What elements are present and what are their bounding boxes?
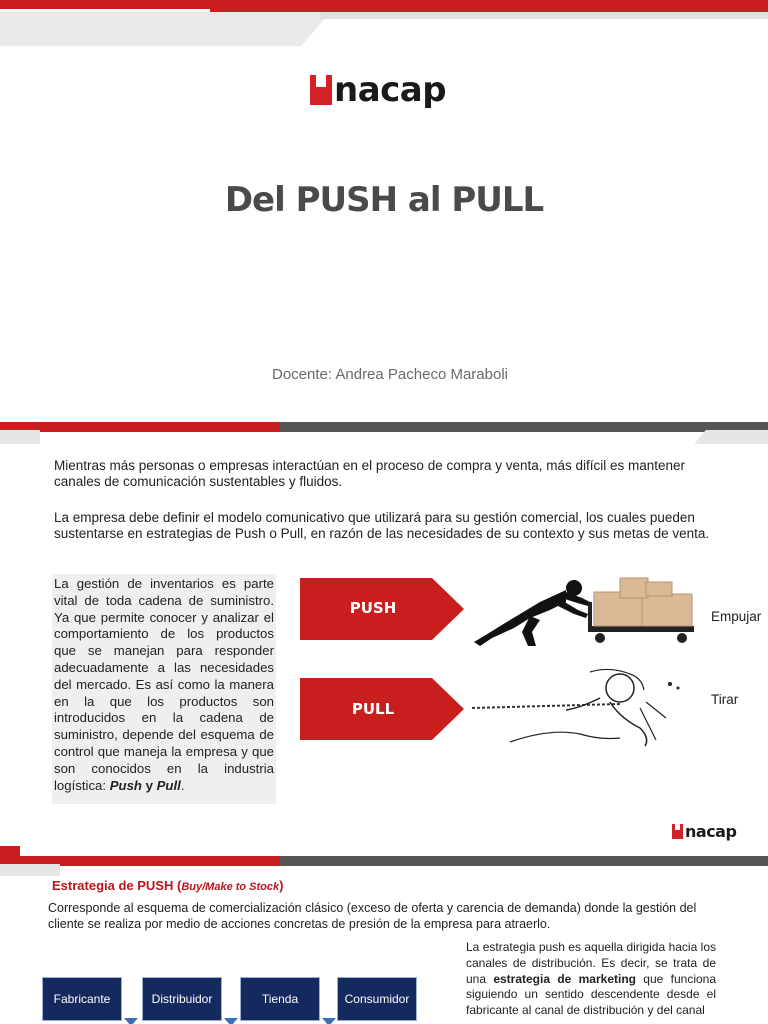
side-text-bold: estrategia de marketing [493,971,636,986]
tug-of-war-illustration [470,668,690,748]
decor-red-bar [0,422,300,432]
inacap-logo [310,70,446,110]
push-strategy-heading [52,878,283,893]
pushing-cart-illustration [470,576,696,648]
pull-label: PULL [351,700,395,718]
logo-text-small: nacap [685,822,737,841]
flow-arrow-icon [124,1018,138,1024]
push-pull-slide [0,422,768,846]
heading-em: Buy/Make to Stock [181,881,280,893]
push-strategy-description: Corresponde al esquema de comercialización clásico (exceso de oferta y carencia de demanda) donde la gestión del cliente se realiza por medio de acciones concretas de presión de la empresa para atraerlo. [48,901,697,931]
heading-end: ) [279,878,284,893]
push-side-text [466,940,716,1019]
flow-arrow-icon [224,1018,238,1024]
decor-dark-bar [280,422,768,432]
push-strategy-slide [0,846,768,1024]
flow-box-consumidor: Consumidor [337,977,417,1021]
intro-paragraph-2: La empresa debe definir el modelo comunicativo que utilizará para su gestión comercial, los cuales pueden sustentarse en estrategias de Push o Pull, en razón de las necesidades de su contexto y sus metas de venta. [54,510,710,541]
tirar-label: Tirar [711,692,739,707]
inacap-logo-mark-icon [310,75,332,105]
flow-box-tienda: Tienda [240,977,320,1021]
decor-red-band-right [210,0,768,12]
sidebox-text: La gestión de inventarios es parte vital de toda cadena de suministro. Ya que permite conocer y analizar el comportamiento de los productos que se manejan para responder adecuadamente a las necesidades del mercado. Es así como la manera en la que los productos son introducidos en la cadena de suministro, depende del esquema de control que maneja la empresa y que son conocidos en la industria logística: [54,576,274,793]
decor-gray [0,864,60,876]
logo-text: nacap [334,70,447,110]
side-text-1: La estrategia push es aquella dirigida hacia los canales de distribución. Es decir, se trata de una [466,940,716,986]
decor-dark-bar [280,856,768,866]
decor-red-corner [0,846,20,856]
side-text-2: que funciona siguiendo un sentido descendente desde el fabricante al canal de distribución y del canal [466,971,717,1018]
title-slide [0,0,768,422]
sidebox-push: Push [109,777,142,793]
docente-line: Docente: Andrea Pacheco Maraboli [272,366,508,383]
slide-title: Del PUSH al PULL [224,180,544,220]
flow-box-fabricante: Fabricante [42,977,122,1021]
push-label: PUSH [349,599,397,617]
sidebox-end: . [180,777,185,793]
decor-gray-line [320,12,768,19]
heading-text: Estrategia de PUSH ( [52,878,182,893]
decor-gray-band [0,12,330,46]
empujar-label: Empujar [711,609,762,624]
decor-gray-right [694,430,768,444]
flow-arrow-icon [322,1018,336,1024]
inacap-logo-mark-icon-small [672,824,683,839]
flow-box-distribuidor: Distribuidor [142,977,222,1021]
inventory-textbox [52,574,276,804]
inacap-logo-small [672,822,736,841]
decor-gray-left [0,430,40,444]
sidebox-pull: Pull [156,777,181,793]
intro-paragraph-1: Mientras más personas o empresas interactúan en el proceso de compra y venta, más difícil es mantener canales de comunicación sustentables y fluidos. [54,458,686,489]
sidebox-and: y [141,777,157,793]
